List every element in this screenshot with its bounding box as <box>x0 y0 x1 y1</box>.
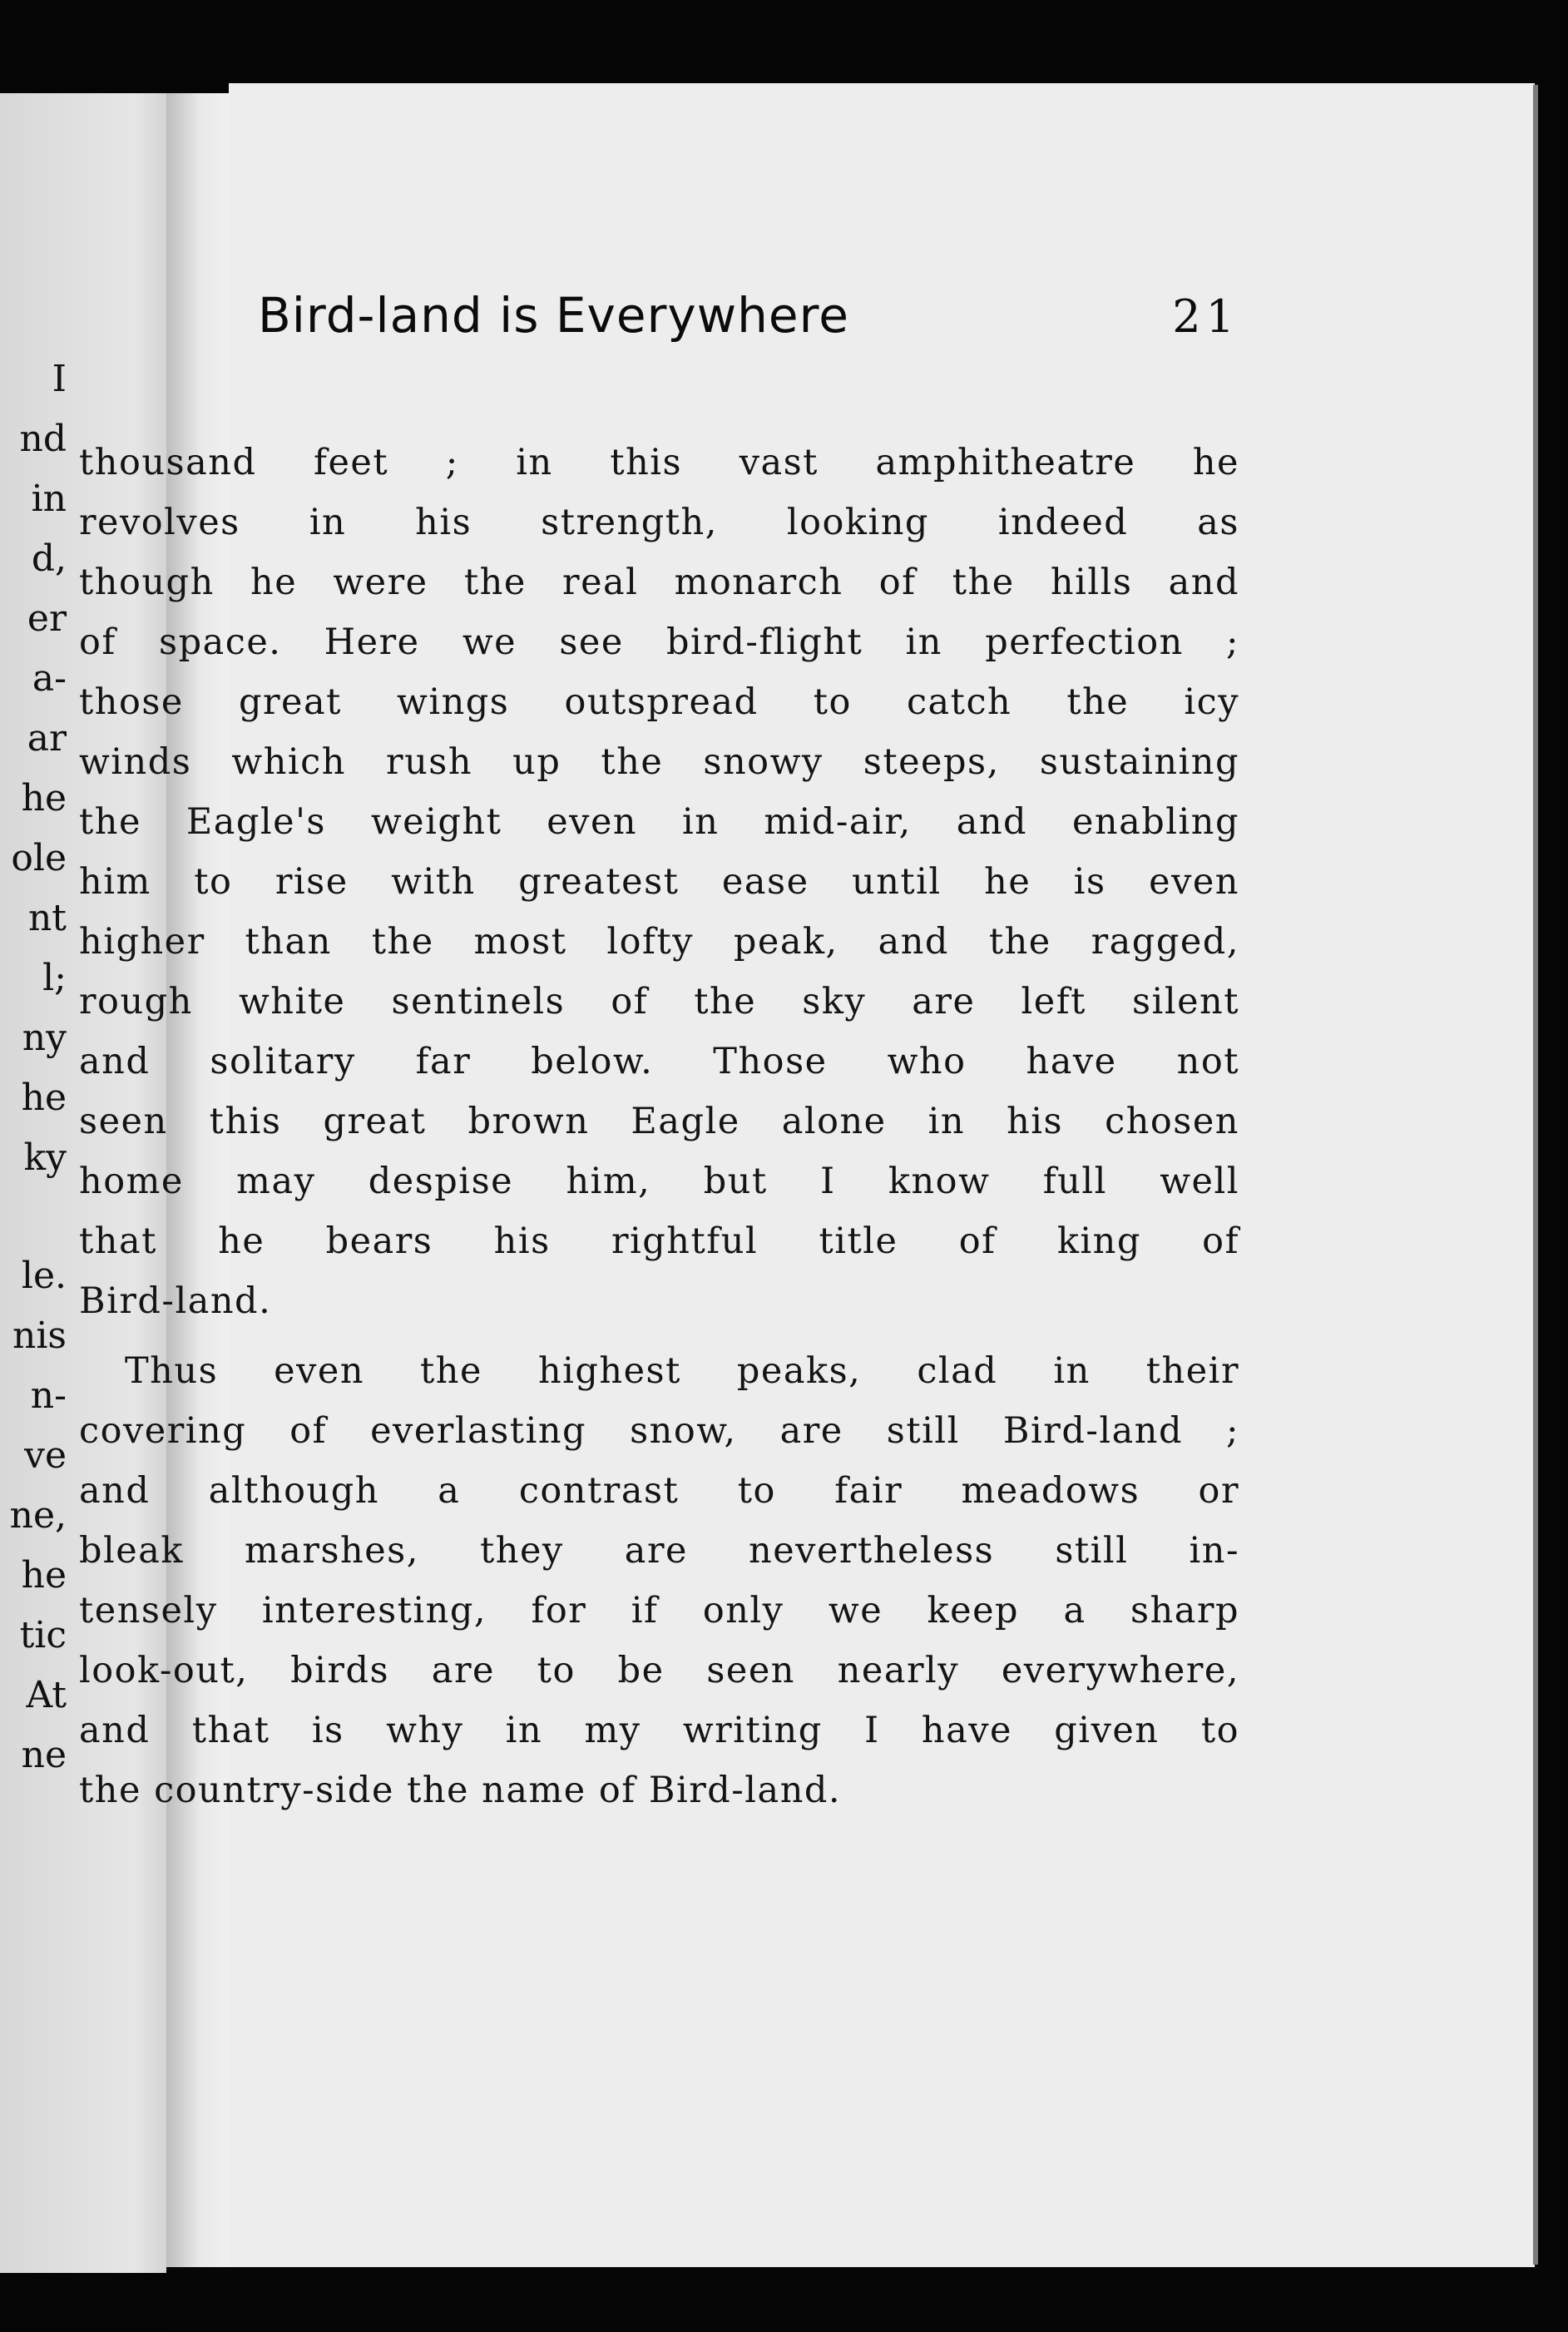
text-line: seen this great brown Eagle alone in his chosen <box>79 1101 1239 1142</box>
previous-page-fragment: er <box>27 597 67 640</box>
text-line: the country-side the name of Bird-land. <box>79 1770 842 1811</box>
previous-page-text-fragments <box>0 93 67 2273</box>
previous-page-fragment: I <box>52 358 67 400</box>
previous-page-fragment: ole <box>11 837 67 879</box>
previous-page-fragment: ne <box>21 1734 67 1776</box>
previous-page-fragment: he <box>21 1077 67 1119</box>
page-number: 21 <box>1172 290 1239 343</box>
text-line: rough white sentinels of the sky are left silent <box>79 981 1239 1022</box>
previous-page-fragment: ne, <box>9 1494 67 1537</box>
text-line: bleak marshes, they are nevertheless still in- <box>79 1530 1239 1572</box>
previous-page-fragment: nt <box>27 897 67 939</box>
text-line: and solitary far below. Those who have not <box>79 1041 1239 1082</box>
text-line: winds which rush up the snowy steeps, sustaining <box>79 741 1239 783</box>
text-line: and that is why in my writing I have given to <box>79 1710 1239 1751</box>
previous-page-fragment: nd <box>19 418 67 460</box>
paragraph <box>79 433 1239 1331</box>
previous-page-fragment: le. <box>21 1255 67 1297</box>
scan-border <box>166 2267 1568 2332</box>
previous-page-fragment: ve <box>24 1434 67 1477</box>
running-header <box>258 287 1239 370</box>
page-body <box>79 433 1239 1830</box>
text-line: Thus even the highest peaks, clad in their <box>125 1350 1239 1392</box>
text-line: look-out, birds are to be seen nearly everywhere, <box>79 1650 1239 1691</box>
text-line: thousand feet ; in this vast amphitheatre he <box>79 442 1239 483</box>
text-line: revolves in his strength, looking indeed as <box>79 502 1239 543</box>
text-line: of space. Here we see bird-flight in perfection ; <box>79 621 1239 663</box>
previous-page-fragment: he <box>21 777 67 819</box>
text-line: higher than the most lofty peak, and the ragged, <box>79 921 1239 963</box>
text-line: him to rise with greatest ease until he is even <box>79 861 1239 903</box>
running-title: Bird-land is Everywhere <box>258 287 849 344</box>
previous-page-fragment: ar <box>27 717 67 760</box>
text-line: that he bears his rightful title of king of <box>79 1220 1239 1262</box>
previous-page-fragment: ky <box>23 1136 67 1179</box>
text-line: the Eagle's weight even in mid-air, and enabling <box>79 801 1239 843</box>
previous-page-fragment: in <box>31 478 67 520</box>
text-line: Bird-land. <box>79 1280 272 1322</box>
previous-page-fragment: l; <box>42 957 67 999</box>
previous-page-fragment: nis <box>12 1315 67 1357</box>
paragraph <box>79 1341 1239 1820</box>
text-line: covering of everlasting snow, are still Bird-land ; <box>79 1410 1239 1452</box>
previous-page-fragment: ny <box>22 1017 67 1059</box>
previous-page-fragment: a- <box>32 657 67 700</box>
previous-page-fragment: n- <box>30 1374 67 1417</box>
previous-page-fragment: he <box>21 1554 67 1597</box>
previous-page-fragment: tic <box>19 1614 67 1656</box>
text-line: those great wings outspread to catch the icy <box>79 681 1239 723</box>
previous-page-fragment: At <box>26 1674 67 1716</box>
text-line: and although a contrast to fair meadows or <box>79 1470 1239 1512</box>
text-line: tensely interesting, for if only we keep a sharp <box>79 1590 1239 1631</box>
page-edge <box>1533 85 1538 2265</box>
previous-page-fragment: d, <box>31 537 67 580</box>
text-line: home may despise him, but I know full well <box>79 1161 1239 1202</box>
text-line: though he were the real monarch of the hills and <box>79 562 1239 603</box>
